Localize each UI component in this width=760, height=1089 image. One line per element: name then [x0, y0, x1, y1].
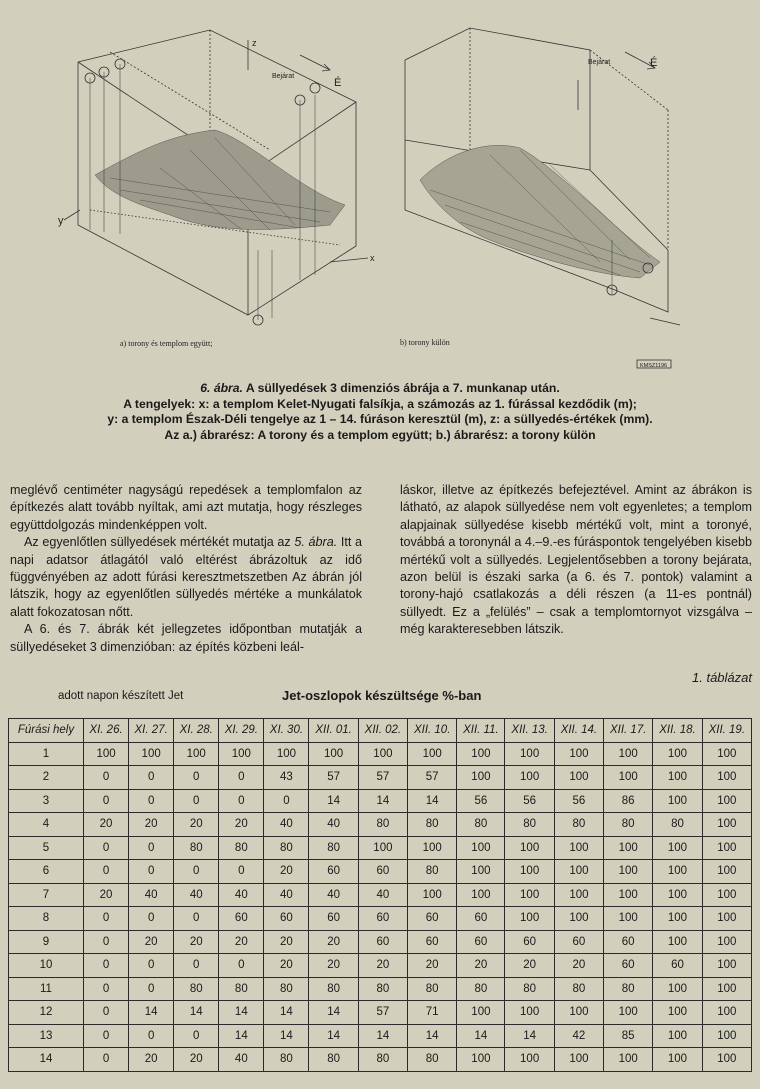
- column-header: XII. 18.: [653, 719, 702, 743]
- column-header: XII. 11.: [457, 719, 505, 743]
- table-cell: 85: [604, 1024, 653, 1048]
- table-cell: 100: [653, 930, 702, 954]
- table-cell: 60: [505, 930, 554, 954]
- panel-b-plot: [405, 28, 680, 368]
- table-cell: 56: [457, 789, 505, 813]
- table-cell: 60: [408, 907, 457, 931]
- table-cell: 100: [408, 836, 457, 860]
- table-cell: 80: [358, 1048, 407, 1072]
- table-row: [9, 977, 752, 1001]
- table-cell: 100: [604, 766, 653, 790]
- table-cell: 100: [702, 1048, 751, 1072]
- table-cell: 0: [129, 954, 174, 978]
- table-row: [9, 930, 752, 954]
- table-cell: 80: [358, 977, 407, 1001]
- table-cell: 100: [505, 860, 554, 884]
- table-cell: 86: [604, 789, 653, 813]
- table-header-row: [9, 719, 752, 743]
- table-cell: 100: [457, 766, 505, 790]
- table-cell: 20: [408, 954, 457, 978]
- table-cell: 56: [554, 789, 603, 813]
- table-cell: 100: [653, 907, 702, 931]
- table-cell: 20: [457, 954, 505, 978]
- drill-site-cell: 1: [9, 742, 84, 766]
- table-cell: 60: [604, 954, 653, 978]
- table-cell: 14: [264, 1024, 309, 1048]
- table-cell: 100: [358, 836, 407, 860]
- table-cell: 14: [219, 1024, 264, 1048]
- table-cell: 60: [554, 930, 603, 954]
- table-cell: 100: [219, 742, 264, 766]
- column-header: XII. 01.: [309, 719, 358, 743]
- drill-site-cell: 2: [9, 766, 84, 790]
- table-cell: 80: [264, 1048, 309, 1072]
- table-row: [9, 766, 752, 790]
- table-cell: 80: [264, 977, 309, 1001]
- table-cell: 80: [653, 813, 702, 837]
- table-cell: 0: [84, 907, 129, 931]
- table-cell: 0: [84, 1048, 129, 1072]
- column-header: XI. 30.: [264, 719, 309, 743]
- table-cell: 0: [264, 789, 309, 813]
- table-cell: 0: [84, 930, 129, 954]
- figure-stamp: KMSZ1196: [640, 363, 668, 369]
- table-cell: 57: [358, 766, 407, 790]
- table-cell: 100: [653, 836, 702, 860]
- table-cell: 80: [358, 813, 407, 837]
- drill-site-cell: 7: [9, 883, 84, 907]
- table-cell: 100: [702, 1001, 751, 1025]
- column-header: XI. 27.: [129, 719, 174, 743]
- table-cell: 20: [174, 813, 219, 837]
- jet-progress-table: [8, 718, 752, 1072]
- table-cell: 80: [604, 977, 653, 1001]
- table-cell: 80: [174, 836, 219, 860]
- panel-a-label: a) torony és templom együtt;: [120, 339, 213, 348]
- paragraph-text: Az egyenlőtlen süllyedések mértékét mutatja az: [24, 535, 295, 550]
- table-cell: 57: [309, 766, 358, 790]
- table-cell: 100: [554, 836, 603, 860]
- table-cell: 60: [309, 860, 358, 884]
- axis-x-label: x: [370, 253, 375, 263]
- paragraph: A 6. és 7. ábrák két jellegzetes időpontban mutatják a süllyedéseket 3 dimenzióban: az építés közbeni leál-: [10, 622, 362, 654]
- table-cell: 80: [309, 836, 358, 860]
- table-cell: 100: [358, 742, 407, 766]
- table-cell: 100: [408, 742, 457, 766]
- column-header: XII. 02.: [358, 719, 407, 743]
- table-cell: 20: [129, 930, 174, 954]
- table-cell: 0: [174, 907, 219, 931]
- body-text: [10, 482, 752, 656]
- table-cell: 0: [129, 860, 174, 884]
- table-cell: 14: [408, 1024, 457, 1048]
- table-cell: 14: [264, 1001, 309, 1025]
- table-cell: 100: [457, 1048, 505, 1072]
- table-cell: 100: [604, 860, 653, 884]
- column-header: XII. 10.: [408, 719, 457, 743]
- figure-reference: 5. ábra.: [294, 535, 338, 550]
- table-cell: 0: [219, 860, 264, 884]
- table-cell: 100: [702, 789, 751, 813]
- paragraph: [10, 534, 362, 621]
- table-cell: 14: [457, 1024, 505, 1048]
- column-header: XII. 17.: [604, 719, 653, 743]
- table-cell: 80: [457, 813, 505, 837]
- table-cell: 100: [702, 1024, 751, 1048]
- table-cell: 60: [408, 930, 457, 954]
- table-cell: 100: [653, 742, 702, 766]
- table-cell: 20: [264, 954, 309, 978]
- table-cell: 14: [408, 789, 457, 813]
- table-note: adott napon készített Jet: [58, 690, 184, 702]
- axis-z-label: z: [252, 38, 257, 48]
- drill-site-cell: 8: [9, 907, 84, 931]
- paragraph-text: Itt a napi adatsor átlagától való eltérést ábrázoltuk az idő függvényében az adott fúrási keresztmetszetben Az ábrán jól látszik, hogy az egyenlőtlen süllyedés mértéke a munkálatok alatt fokozatosan nőtt.: [10, 535, 362, 619]
- table-label: 1. táblázat: [692, 670, 752, 685]
- table-cell: 100: [554, 860, 603, 884]
- table-cell: 20: [309, 930, 358, 954]
- table-cell: 100: [457, 742, 505, 766]
- table-cell: 0: [174, 1024, 219, 1048]
- figure-6: [0, 0, 760, 375]
- table-cell: 0: [84, 789, 129, 813]
- table-cell: 80: [408, 813, 457, 837]
- table-cell: 14: [309, 789, 358, 813]
- table-cell: 20: [309, 954, 358, 978]
- table-cell: 80: [408, 860, 457, 884]
- table-cell: 40: [219, 1048, 264, 1072]
- table-cell: 57: [408, 766, 457, 790]
- table-cell: 0: [129, 836, 174, 860]
- table-row: [9, 883, 752, 907]
- panel-b-label: b) torony külön: [400, 338, 450, 347]
- table-cell: 100: [505, 883, 554, 907]
- table-cell: 100: [505, 907, 554, 931]
- table-cell: 80: [264, 836, 309, 860]
- table-cell: 20: [264, 860, 309, 884]
- table-cell: 0: [219, 766, 264, 790]
- drill-site-cell: 12: [9, 1001, 84, 1025]
- paragraph: láskor, illetve az építkezés befejeztével. Amint az ábrákon is látható, az alapok süllyedése nem volt egyenletes; a templom alapjainak süllyedése kisebb mértékű volt, mint a toronyé, továbbá a toronynál a 4.–9.-es fúráspontok tengelyében kisebb mértékű volt a süllyedés. Legjelentősebben a torony bejárata, azon belül is északi sarka (a 6. és 7. pontok) valamint a torony-hajó csatlakozás a déli részen (a 11-es pontnál) süllyedt. Ez a „felülés” – csak a templomtornyot vizsgálva – még karakteresebben látszik.: [400, 483, 752, 637]
- table-cell: 100: [457, 1001, 505, 1025]
- table-cell: 20: [505, 954, 554, 978]
- table-row: [9, 742, 752, 766]
- table-cell: 40: [264, 883, 309, 907]
- caption-line-2: A tengelyek: x: a templom Kelet-Nyugati falsíkja, a számozás az 1. fúrással kezdődik (m);: [123, 396, 637, 411]
- table-cell: 14: [309, 1024, 358, 1048]
- drill-site-cell: 3: [9, 789, 84, 813]
- panel-a-plot: [64, 30, 368, 325]
- table-cell: 100: [653, 766, 702, 790]
- table-cell: 100: [604, 1001, 653, 1025]
- table-row: [9, 907, 752, 931]
- table-cell: 42: [554, 1024, 603, 1048]
- table-cell: 14: [219, 1001, 264, 1025]
- table-cell: 100: [505, 1048, 554, 1072]
- table-cell: 40: [358, 883, 407, 907]
- drill-site-cell: 4: [9, 813, 84, 837]
- caption-line-3: y: a templom Észak-Déli tengelye az 1 – 14. fúráson keresztül (m), z: a süllyedés-értékek (mm).: [107, 412, 653, 427]
- table-cell: 20: [174, 1048, 219, 1072]
- table-cell: 20: [129, 1048, 174, 1072]
- table-cell: 40: [219, 883, 264, 907]
- table-cell: 0: [84, 1024, 129, 1048]
- table-cell: 100: [505, 742, 554, 766]
- caption-label: 6. ábra.: [200, 381, 243, 395]
- table-row: [9, 860, 752, 884]
- table-cell: 100: [653, 789, 702, 813]
- table-cell: 0: [84, 954, 129, 978]
- table-cell: 80: [309, 977, 358, 1001]
- table-row: [9, 1048, 752, 1072]
- figure-caption: [40, 381, 720, 443]
- table-row: [9, 1024, 752, 1048]
- paragraph: meglévő centiméter nagyságú repedések a templomfalon az építkezés alatt tovább nyíltak, ami azt mutatja, hogy részleges együttdolgozás mindenképpen volt.: [10, 483, 362, 532]
- table-cell: 100: [702, 860, 751, 884]
- table-cell: 80: [309, 1048, 358, 1072]
- table-cell: 40: [129, 883, 174, 907]
- table-cell: 60: [358, 930, 407, 954]
- table-cell: 100: [554, 1048, 603, 1072]
- table-cell: 100: [457, 836, 505, 860]
- table-cell: 100: [554, 883, 603, 907]
- table-cell: 60: [219, 907, 264, 931]
- north-label-a: É: [334, 77, 342, 89]
- table-cell: 20: [264, 930, 309, 954]
- drill-site-cell: 5: [9, 836, 84, 860]
- table-cell: 100: [702, 907, 751, 931]
- table-cell: 0: [129, 977, 174, 1001]
- figure-3d-plots: [0, 0, 760, 375]
- drill-site-cell: 9: [9, 930, 84, 954]
- table-cell: 56: [505, 789, 554, 813]
- table-cell: 80: [554, 977, 603, 1001]
- table-cell: 80: [505, 813, 554, 837]
- table-cell: 100: [457, 883, 505, 907]
- table-cell: 60: [264, 907, 309, 931]
- table-cell: 100: [264, 742, 309, 766]
- table-cell: 100: [505, 766, 554, 790]
- table-cell: 0: [84, 977, 129, 1001]
- table-cell: 100: [505, 1001, 554, 1025]
- table-cell: 100: [457, 860, 505, 884]
- table-cell: 14: [129, 1001, 174, 1025]
- table-cell: 0: [84, 1001, 129, 1025]
- table-row: [9, 954, 752, 978]
- table-cell: 43: [264, 766, 309, 790]
- table-cell: 100: [702, 930, 751, 954]
- table-cell: 80: [604, 813, 653, 837]
- column-header: XI. 28.: [174, 719, 219, 743]
- table-cell: 20: [219, 813, 264, 837]
- table-cell: 20: [84, 883, 129, 907]
- table-cell: 0: [129, 789, 174, 813]
- drill-site-cell: 11: [9, 977, 84, 1001]
- table-cell: 40: [309, 883, 358, 907]
- drill-site-cell: 13: [9, 1024, 84, 1048]
- table-cell: 60: [653, 954, 702, 978]
- table-cell: 20: [84, 813, 129, 837]
- column-header: Fúrási hely: [9, 719, 84, 743]
- axis-y-label: y: [58, 215, 64, 227]
- table-cell: 100: [554, 742, 603, 766]
- table-body: [9, 742, 752, 1071]
- table-cell: 100: [129, 742, 174, 766]
- table-cell: 60: [604, 930, 653, 954]
- table-cell: 0: [84, 766, 129, 790]
- table-title: Jet-oszlopok készültsége %-ban: [282, 688, 482, 703]
- table-cell: 100: [702, 766, 751, 790]
- table-cell: 100: [653, 977, 702, 1001]
- table-cell: 14: [309, 1001, 358, 1025]
- table-cell: 100: [604, 742, 653, 766]
- table-cell: 100: [653, 1001, 702, 1025]
- text-column-left: [10, 482, 362, 656]
- table-cell: 0: [129, 907, 174, 931]
- table-row: [9, 813, 752, 837]
- entrance-label-a: Bejárat: [272, 73, 295, 80]
- table-cell: 60: [309, 907, 358, 931]
- table-cell: 14: [358, 789, 407, 813]
- table-cell: 100: [408, 883, 457, 907]
- table-cell: 100: [653, 860, 702, 884]
- table-cell: 100: [702, 883, 751, 907]
- text-column-right: [400, 482, 752, 656]
- table-cell: 0: [174, 860, 219, 884]
- table-cell: 0: [174, 766, 219, 790]
- table-cell: 80: [554, 813, 603, 837]
- drill-site-cell: 10: [9, 954, 84, 978]
- table-cell: 100: [653, 1024, 702, 1048]
- table-cell: 100: [702, 977, 751, 1001]
- table-cell: 100: [309, 742, 358, 766]
- table-cell: 80: [174, 977, 219, 1001]
- table-cell: 60: [358, 860, 407, 884]
- table-cell: 40: [264, 813, 309, 837]
- table-cell: 100: [702, 954, 751, 978]
- table-cell: 100: [84, 742, 129, 766]
- table-cell: 0: [219, 954, 264, 978]
- table-cell: 0: [174, 954, 219, 978]
- table-cell: 80: [408, 977, 457, 1001]
- drill-site-cell: 6: [9, 860, 84, 884]
- table-cell: 20: [219, 930, 264, 954]
- table-cell: 60: [457, 930, 505, 954]
- caption-line-1: A süllyedések 3 dimenziós ábrája a 7. munkanap után.: [245, 381, 560, 395]
- table-cell: 0: [84, 860, 129, 884]
- table-row: [9, 836, 752, 860]
- entrance-label-b: Bejárat: [588, 59, 611, 66]
- table-cell: 20: [129, 813, 174, 837]
- table-cell: 14: [358, 1024, 407, 1048]
- table-cell: 40: [309, 813, 358, 837]
- column-header: XI. 26.: [84, 719, 129, 743]
- table-cell: 60: [457, 907, 505, 931]
- table-cell: 57: [358, 1001, 407, 1025]
- column-header: XII. 13.: [505, 719, 554, 743]
- table-cell: 100: [604, 1048, 653, 1072]
- north-label-b: É: [650, 57, 658, 69]
- table-cell: 80: [457, 977, 505, 1001]
- table-cell: 80: [505, 977, 554, 1001]
- table-cell: 80: [219, 836, 264, 860]
- table-cell: 0: [129, 766, 174, 790]
- table-cell: 100: [604, 836, 653, 860]
- table-cell: 20: [358, 954, 407, 978]
- table-cell: 100: [702, 813, 751, 837]
- table-cell: 100: [174, 742, 219, 766]
- table-cell: 100: [505, 836, 554, 860]
- table-cell: 100: [554, 907, 603, 931]
- table-cell: 100: [702, 836, 751, 860]
- table-cell: 100: [604, 907, 653, 931]
- table-cell: 80: [408, 1048, 457, 1072]
- table-cell: 0: [84, 836, 129, 860]
- caption-line-4: Az a.) ábrarész: A torony és a templom együtt; b.) ábrarész: a torony külön: [164, 427, 596, 442]
- table-cell: 40: [174, 883, 219, 907]
- table-cell: 60: [358, 907, 407, 931]
- table-row: [9, 1001, 752, 1025]
- table-cell: 100: [554, 1001, 603, 1025]
- drill-site-cell: 14: [9, 1048, 84, 1072]
- table-cell: 100: [604, 883, 653, 907]
- column-header: XII. 19.: [702, 719, 751, 743]
- table-cell: 100: [653, 1048, 702, 1072]
- table-cell: 0: [219, 789, 264, 813]
- table-cell: 0: [129, 1024, 174, 1048]
- table-cell: 100: [653, 883, 702, 907]
- column-header: XI. 29.: [219, 719, 264, 743]
- table-cell: 71: [408, 1001, 457, 1025]
- table-cell: 0: [174, 789, 219, 813]
- table-cell: 100: [702, 742, 751, 766]
- column-header: XII. 14.: [554, 719, 603, 743]
- table-cell: 20: [554, 954, 603, 978]
- table-cell: 14: [174, 1001, 219, 1025]
- table-cell: 100: [554, 766, 603, 790]
- table-cell: 80: [219, 977, 264, 1001]
- table-cell: 20: [174, 930, 219, 954]
- table-cell: 14: [505, 1024, 554, 1048]
- table-row: [9, 789, 752, 813]
